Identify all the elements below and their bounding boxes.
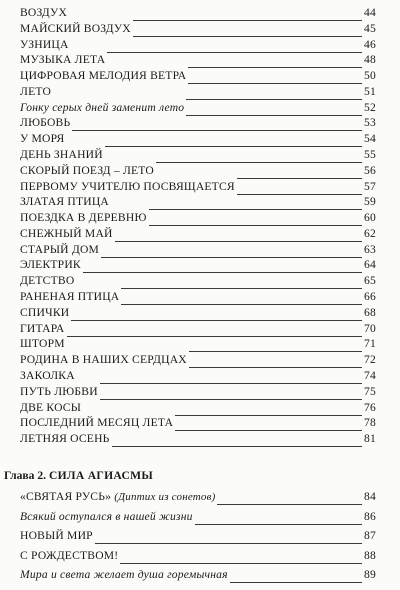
entry-title-text: ВОЗДУХ bbox=[20, 6, 68, 19]
entry-title-text: ЦИФРОВАЯ МЕЛОДИЯ ВЕТРА bbox=[20, 69, 187, 83]
entry-title-text: ПОСЛЕДНИЙ МЕСЯЦ ЛЕТА bbox=[20, 416, 174, 430]
toc-entry bbox=[20, 488, 376, 506]
entry-page-number: 44 bbox=[362, 4, 376, 22]
entry-title-text: ПЕРВОМУ УЧИТЕЛЮ ПОСВЯЩАЕТСЯ bbox=[20, 179, 235, 193]
toc-entry bbox=[20, 547, 376, 565]
entry-title-text: ЛЕТНЯЯ ОСЕНЬ bbox=[20, 432, 110, 446]
entry-page-number: 53 bbox=[362, 114, 376, 132]
entry-title-text: ПОЕЗДКА В ДЕРЕВНЮ bbox=[20, 211, 147, 225]
entry-page-number: 45 bbox=[362, 20, 376, 38]
entry-page-number: 84 bbox=[362, 488, 376, 506]
entry-page-number: 55 bbox=[362, 146, 376, 164]
entry-title-text: Гонку серых дней заменит лето bbox=[20, 100, 185, 114]
entry-title-text: ПУТЬ ЛЮБВИ bbox=[20, 384, 98, 398]
entry-page-number: 86 bbox=[362, 508, 376, 526]
entry-page-number: 75 bbox=[362, 383, 376, 401]
entry-page-number: 66 bbox=[362, 288, 376, 306]
entry-title-text: РАНЕНАЯ ПТИЦА bbox=[20, 290, 120, 304]
entry-title-text: ЗЛАТАЯ ПТИЦА bbox=[20, 195, 109, 209]
entry-title-text: ШТОРМ bbox=[20, 337, 65, 351]
entry-title-text: У МОРЯ bbox=[20, 132, 65, 146]
entry-page-number: 51 bbox=[362, 83, 376, 101]
entry-page-number: 74 bbox=[362, 367, 376, 385]
entry-page-number: 52 bbox=[362, 99, 376, 117]
entry-subtitle: (Диптих из сонетов) bbox=[114, 491, 216, 503]
toc-entry bbox=[20, 527, 376, 545]
entry-page-number: 68 bbox=[362, 304, 376, 322]
entry-title bbox=[20, 566, 230, 584]
entry-title-text: СНЕЖНЫЙ МАЙ bbox=[20, 226, 113, 240]
entry-page-number: 60 bbox=[362, 209, 376, 227]
entry-title-text: СКОРЫЙ ПОЕЗД – ЛЕТО bbox=[20, 163, 154, 177]
entry-title bbox=[20, 547, 120, 565]
entry-page-number: 72 bbox=[362, 351, 376, 369]
entry-title-text: РОДИНА В НАШИХ СЕРДЦАХ bbox=[20, 353, 187, 367]
entry-title bbox=[20, 430, 112, 448]
entry-page-number: 76 bbox=[362, 399, 376, 417]
entry-page-number: 78 bbox=[362, 414, 376, 432]
entry-page-number: 59 bbox=[362, 193, 376, 211]
entry-title-text: УЗНИЦА bbox=[20, 37, 69, 51]
chapter-prefix: Глава 2. bbox=[4, 469, 47, 482]
entry-page-number: 88 bbox=[362, 547, 376, 565]
entry-title-text: ГИТАРА bbox=[20, 321, 65, 335]
entry-page-number: 57 bbox=[362, 178, 376, 196]
entry-title bbox=[20, 488, 217, 506]
entry-title-text: С РОЖДЕСТВОМ! bbox=[20, 548, 119, 562]
entry-title-text: ЛЮБОВЬ bbox=[20, 116, 71, 130]
entry-page-number: 81 bbox=[362, 430, 376, 448]
entry-page-number: 46 bbox=[362, 36, 376, 54]
entry-page-number: 65 bbox=[362, 272, 376, 290]
entry-title-text: МАЙСКИЙ ВОЗДУХ bbox=[20, 21, 131, 35]
entry-page-number: 70 bbox=[362, 320, 376, 338]
toc-entry bbox=[20, 508, 376, 526]
entry-page-number: 89 bbox=[362, 566, 376, 584]
entry-title-text: ДВЕ КОСЫ bbox=[20, 400, 82, 414]
entry-page-number: 54 bbox=[362, 130, 376, 148]
entry-title-text: «СВЯТАЯ РУСЬ» bbox=[20, 490, 112, 503]
entry-title-text: НОВЫЙ МИР bbox=[20, 529, 93, 542]
entry-page-number: 62 bbox=[362, 225, 376, 243]
entry-title-text: ЛЕТО bbox=[20, 84, 52, 98]
entry-title-text: ЗАКОЛКА bbox=[20, 368, 75, 382]
entry-page-number: 71 bbox=[362, 335, 376, 353]
chapter-heading bbox=[4, 468, 153, 484]
entry-title-text: СТАРЫЙ ДОМ bbox=[20, 242, 100, 256]
entry-title-text: СПИЧКИ bbox=[20, 305, 70, 319]
entry-title-text: Всякий оступался в нашей жизни bbox=[20, 509, 193, 523]
entry-page-number: 50 bbox=[362, 67, 376, 85]
entry-page-number: 87 bbox=[362, 527, 376, 545]
entry-title bbox=[20, 527, 95, 545]
entry-title-text: ДЕНЬ ЗНАНИЙ bbox=[20, 148, 103, 162]
entry-title-text: Мира и света желает душа горемычная bbox=[20, 568, 228, 581]
entry-page-number: 48 bbox=[362, 51, 376, 69]
chapter-title: СИЛА АГИАСМЫ bbox=[48, 469, 154, 482]
entry-title-text: ДЕТСТВО bbox=[20, 274, 75, 288]
entry-page-number: 63 bbox=[362, 241, 376, 259]
entry-title-text: ЭЛЕКТРИК bbox=[20, 258, 81, 272]
entry-title-text: МУЗЫКА ЛЕТА bbox=[20, 53, 106, 67]
toc-entry bbox=[20, 566, 376, 584]
entry-page-number: 56 bbox=[362, 162, 376, 180]
toc-entry bbox=[20, 430, 376, 448]
entry-title bbox=[20, 508, 195, 526]
entry-page-number: 64 bbox=[362, 256, 376, 274]
